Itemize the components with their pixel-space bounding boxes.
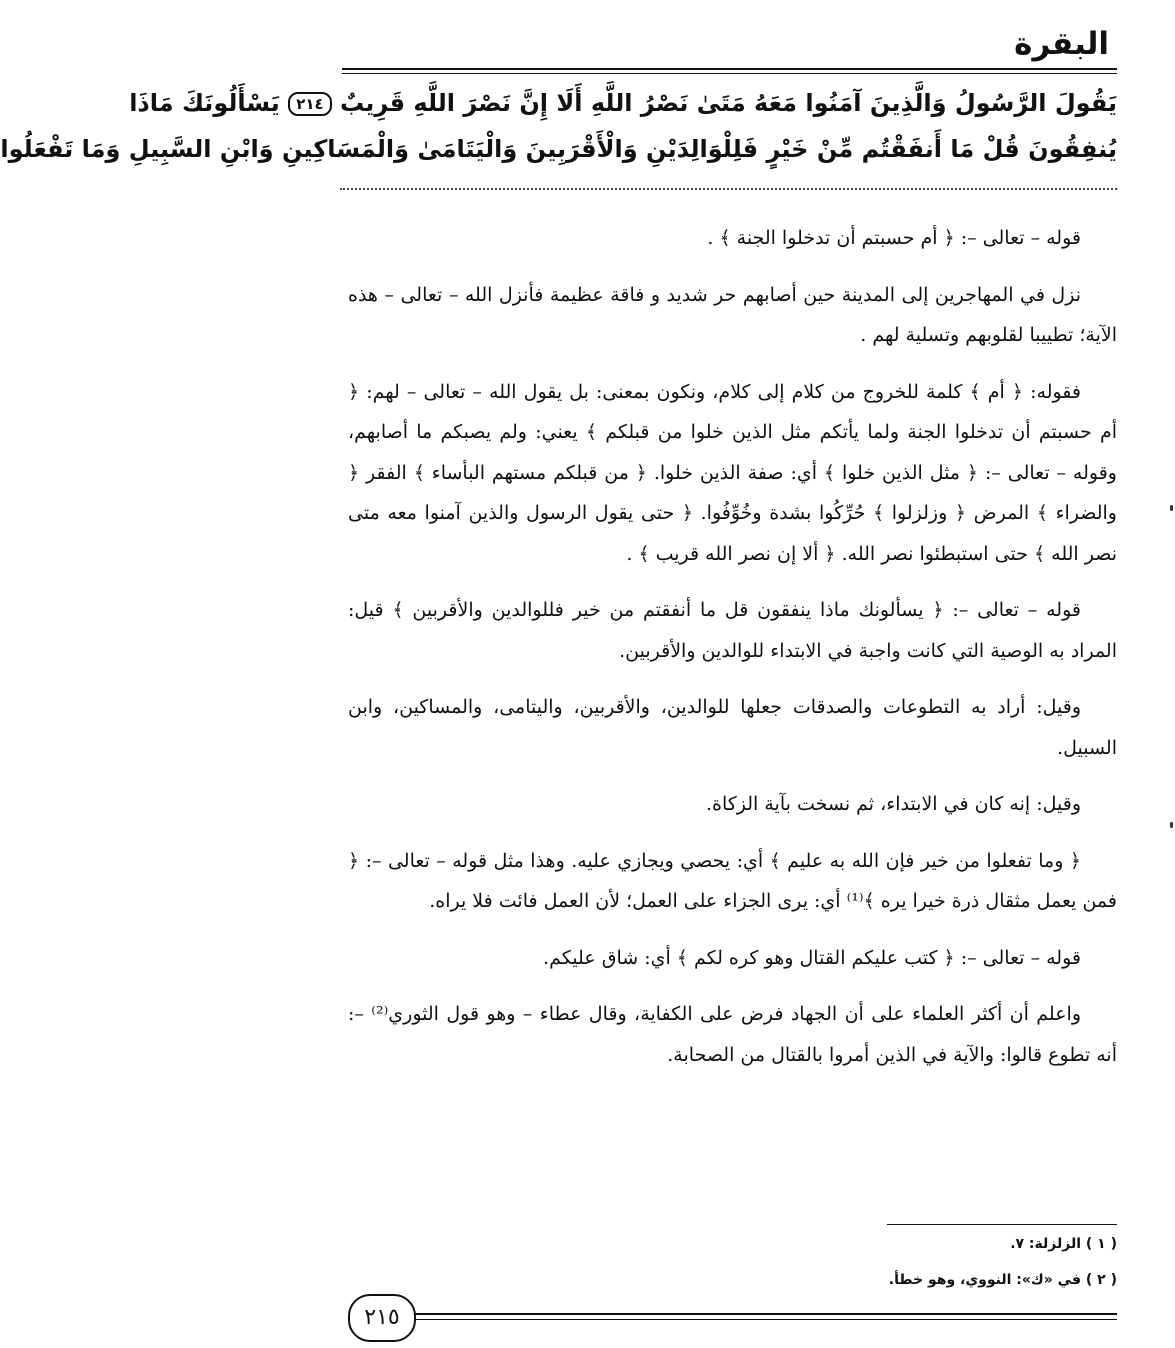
paragraph: قوله – تعالى –: ﴿ أم حسبتم أن تدخلوا الجنة ﴾ . [707, 227, 1081, 249]
footer-rule-thin [412, 1319, 1117, 1320]
scan-edge-mark [1170, 505, 1173, 511]
footnotes [372, 1228, 1117, 1306]
paragraph: نزل في المهاجرين إلى المدينة حين أصابهم حر شديد و فاقة عظيمة فأنزل الله – تعالى – هذه الآية؛ تطييبا لقلوبهم وتسلية لهم . [348, 283, 1117, 346]
running-head: البقرة [1014, 26, 1109, 62]
ayah-number-marker: ٢١٤ [288, 92, 331, 116]
quran-verse-block [0, 80, 1117, 172]
page-number: ٢١٥ [348, 1294, 416, 1342]
paragraph: واعلم أن أكثر العلماء على أن الجهاد فرض على الكفاية، وقال عطاء – وهو قول الثوري⁽²⁾ –: أنه تطوع قالوا: والآية في الذين أمروا بالقتال من الصحابة. [348, 1003, 1117, 1066]
scan-edge-mark [1170, 822, 1173, 828]
footnote-1: ( ١ ) الزلزلة: ٧. [1010, 1236, 1117, 1252]
paragraph: ﴿ وما تفعلوا من خير فإن الله به عليم ﴾ أي: يحصي ويجازي عليه. وهذا مثل قوله – تعالى –: ﴿ فمن يعمل مثقال ذرة خيرا يره ﴾⁽¹⁾ أي: يرى الجزاء على العمل؛ لأن العمل فائت فلا يراه. [348, 849, 1117, 912]
paragraph: وقيل: إنه كان في الابتداء، ثم نسخت بآية الزكاة. [705, 793, 1081, 815]
verse-text-part-1: يَقُولَ الرَّسُولُ وَالَّذِينَ آمَنُوا مَعَهُ مَتَىٰ نَصْرُ اللَّهِ أَلَا إِنَّ نَصْرَ اللَّهِ قَرِيبٌ [340, 89, 1117, 117]
verse-line-2: يُنفِقُونَ قُلْ مَا أَنفَقْتُم مِّنْ خَيْرٍ فَلِلْوَالِدَيْنِ وَالْأَقْرَبِينَ وَالْيَتَامَىٰ وَالْمَسَاكِينِ وَابْنِ السَّبِيلِ وَمَا تَفْعَلُوا [0, 135, 1117, 163]
footer-rule [412, 1313, 1117, 1315]
verse-line-1 [129, 80, 1117, 126]
footnote-2: ( ٢ ) في «ك»: النووي، وهو خطأ. [888, 1272, 1117, 1288]
verse-text-part-2: يَسْأَلُونَكَ مَاذَا [129, 89, 280, 117]
commentary-body [348, 218, 1117, 1091]
verse-separator [340, 188, 1117, 190]
header-rule [342, 68, 1117, 70]
paragraph: فقوله: ﴿ أم ﴾ كلمة للخروج من كلام إلى كلام، ونكون بمعنى: بل يقول الله – تعالى – لهم: ﴿ أم حسبتم أن تدخلوا الجنة ولما يأتكم مثل الذين خلوا من قبلكم ﴾ يعني: ولم يصبكم ما أصابهم، وقوله – تعالى –: ﴿ مثل الذين خلوا ﴾ أي: صفة الذين خلوا. ﴿ من قبلكم مستهم البأساء ﴾ الفقر ﴿ والضراء ﴾ المرض ﴿ وزلزلوا ﴾ حُرِّكُوا بشدة وخُوِّفُوا. ﴿ حتى يقول الرسول والذين آمنوا معه متى نصر الله ﴾ حتى استبطئوا نصر الله. ﴿ ألا إن نصر الله قريب ﴾ . [348, 380, 1117, 565]
paragraph: قوله – تعالى –: ﴿ يسألونك ماذا ينفقون قل ما أنفقتم من خير فللوالدين والأقربين ﴾ قيل: المراد به الوصية التي كانت واجبة في الابتداء للوالدين والأقربين. [348, 599, 1117, 662]
paragraph: قوله – تعالى –: ﴿ كتب عليكم القتال وهو كره لكم ﴾ أي: شاق عليكم. [543, 946, 1081, 969]
header-rule-thin [342, 73, 1117, 74]
footnote-separator [887, 1224, 1117, 1225]
paragraph: وقيل: أراد به التطوعات والصدقات جعلها للوالدين، والأقربين، واليتامى، والمساكين، وابن السبيل. [348, 696, 1117, 759]
